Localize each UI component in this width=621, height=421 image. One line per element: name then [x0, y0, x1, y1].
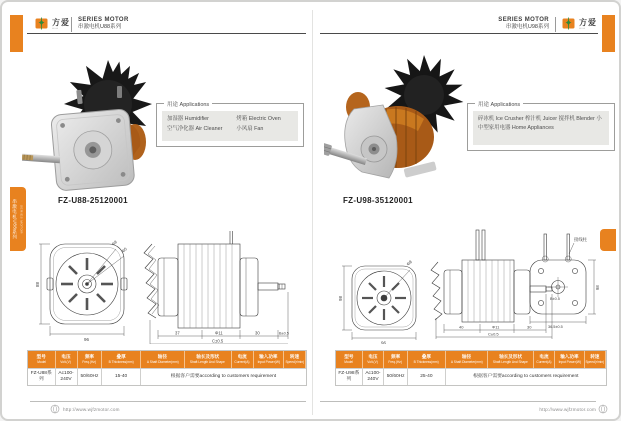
- th-freq: [384, 351, 408, 368]
- right-header-rule: [320, 33, 598, 34]
- th-model-en: Model: [36, 360, 46, 365]
- center-page-divider: [312, 10, 313, 415]
- cell-model: FZ-U88系列: [28, 368, 56, 385]
- th-thickness-zh: 叠厚: [116, 354, 126, 360]
- cell-thickness: 15-40: [102, 368, 141, 385]
- th-speed: [284, 351, 306, 368]
- right-model-number: FZ-U98-35120001: [343, 196, 413, 205]
- right-applications-box: [467, 103, 615, 151]
- left-header-rule: [27, 33, 306, 34]
- right-header-divider: [555, 17, 556, 32]
- application-text: 碎冰机 Ice Crusher 榨汁机 Juicer 搅拌机 Blender 小中型家用电器 Home Appliances: [478, 116, 602, 131]
- th-speed-zh: 转速: [289, 354, 300, 360]
- left-footer-rule: [30, 401, 306, 402]
- th-shaft-dia: [446, 351, 489, 368]
- th-current-en: Current(A): [234, 360, 250, 365]
- th-freq-en: Freq.(Hz): [82, 360, 97, 365]
- th-shaft-len-zh: 轴长及形状: [196, 354, 220, 360]
- left-series-subtitle: 串激电机U88系列: [78, 24, 122, 30]
- th-current: [232, 351, 254, 368]
- dim-front-width: 96: [381, 340, 387, 344]
- application-item: 小风扇 Fan: [236, 126, 264, 132]
- right-footer-url[interactable]: http://www.wjfzmotor.com: [539, 407, 596, 412]
- th-thickness: [102, 351, 141, 368]
- th-thickness-en: B Thickness(mm): [413, 360, 439, 365]
- left-header-divider: [71, 17, 72, 32]
- th-shaft-dia-zh: 轴径: [461, 354, 472, 360]
- left-model-number: FZ-U88-25120001: [58, 196, 128, 205]
- brand-wordmark-text: 方爱: [579, 18, 597, 27]
- left-header-accent-bar: [10, 15, 23, 52]
- th-freq: [78, 351, 103, 368]
- th-current-zh: 电流: [539, 354, 549, 360]
- right-header-titles: [422, 17, 549, 31]
- brand-wordmark-underline: ▪▪▪▪▪: [52, 27, 59, 30]
- dim-front-dia1: Φ8: [405, 259, 413, 267]
- left-applications-panel: [162, 111, 298, 141]
- left-applications-box: [156, 103, 304, 147]
- dim-front-dia1: Φ8: [110, 239, 118, 247]
- th-thickness: [408, 351, 445, 368]
- right-header-accent-bar: [602, 15, 615, 52]
- th-power: [555, 351, 584, 368]
- brand-wordmark-text: 方爱: [52, 18, 70, 27]
- th-thickness-zh: 叠厚: [421, 354, 431, 360]
- th-speed: [585, 351, 606, 368]
- th-freq-en: Freq.(Hz): [388, 360, 403, 365]
- right-front-view-drawing: [338, 259, 416, 344]
- th-shaft-dia-zh: 轴径: [157, 354, 167, 360]
- th-volt: [363, 351, 384, 368]
- tie-bolt: [117, 86, 122, 98]
- right-applications-panel: [473, 111, 609, 145]
- th-speed-en: Speed(r/min): [585, 360, 605, 365]
- th-power: [254, 351, 284, 368]
- dim-side-total: C±0.5: [488, 331, 499, 337]
- left-side-view-drawing: [144, 231, 289, 344]
- brand-wordmark-underline: ▪▪▪▪▪: [579, 27, 586, 30]
- cell-model: FZ-U98系列: [336, 368, 363, 385]
- cell-customer-note: 根据客户需要according to customers requirement: [446, 368, 606, 385]
- motor-front-plate: [51, 109, 135, 192]
- th-volt: [56, 351, 78, 368]
- dim-front-height: 88: [35, 281, 40, 287]
- dim-side-total: C±0.5: [212, 338, 224, 344]
- left-technical-drawings: [30, 230, 292, 344]
- th-shaft-len-en: Shaft Length And Shape: [190, 360, 226, 365]
- left-applications-label: 用途 Applications: [164, 100, 212, 108]
- right-footer-rule: [320, 401, 596, 402]
- right-side-view-drawing: [431, 230, 560, 339]
- right-technical-drawings: [338, 226, 610, 344]
- cell-freq: 50/60Hz: [384, 368, 408, 385]
- terminal-annotation: 接线柱: [574, 237, 588, 242]
- right-motor-photo: [324, 49, 469, 197]
- dim-rear-height: 98: [595, 285, 600, 290]
- th-current-en: Current(A): [536, 360, 552, 365]
- cell-volt: Ac100-240V: [56, 368, 78, 385]
- th-shaft-dia: [141, 351, 185, 368]
- left-header-titles: [78, 17, 129, 31]
- th-thickness-en: B Thickness(mm): [108, 360, 134, 365]
- th-shaft-len-zh: 轴长及形状: [499, 354, 523, 360]
- right-applications-label: 用途 Applications: [475, 100, 523, 108]
- th-power-zh: 输入功率: [560, 354, 579, 360]
- application-item: 加湿器 Humidifier: [167, 116, 209, 122]
- th-current-zh: 电流: [237, 354, 247, 360]
- edge-tab-series-en: SERIES MOTOR: [19, 204, 24, 234]
- footer-logo-icon: [50, 404, 60, 414]
- th-model-zh: 型号: [344, 354, 354, 360]
- dim-side-seg2: Φ11: [215, 330, 223, 336]
- application-item: 空气净化器 Air Cleaner: [167, 126, 223, 132]
- brand-logo-icon: [35, 17, 48, 30]
- th-freq-zh: 频率: [84, 354, 95, 360]
- dim-side-seg3: 30: [255, 330, 260, 336]
- th-freq-zh: 频率: [391, 354, 401, 360]
- th-current: [534, 351, 555, 368]
- th-speed-zh: 转速: [590, 354, 600, 360]
- th-shaft-dia-en: A Shaft Diameter(mm): [146, 360, 179, 365]
- th-volt-en: Volt.(V): [60, 360, 72, 365]
- th-model-en: Model: [344, 360, 354, 365]
- dim-rear-width: 36.5±0.5: [548, 325, 563, 329]
- th-model: [28, 351, 56, 368]
- th-speed-en: Speed(r/min): [285, 360, 304, 365]
- dim-shaft-label: B±0.5: [550, 297, 560, 301]
- left-footer-url[interactable]: http://www.wjfzmotor.com: [63, 407, 120, 412]
- dim-side-seg2: Φ11: [492, 324, 500, 330]
- left-series-title: SERIES MOTOR: [78, 17, 129, 23]
- footer-logo-icon: [598, 404, 608, 414]
- brand-wordmark: [579, 18, 597, 30]
- dim-front-dia2: Φ5: [120, 246, 128, 254]
- th-model: [336, 351, 363, 368]
- dim-front-height: 98: [338, 295, 343, 301]
- left-edge-series-tab[interactable]: [10, 187, 26, 251]
- cell-freq: 50/60Hz: [78, 368, 103, 385]
- th-power-en: Input Power(W): [558, 360, 581, 365]
- right-rear-view-drawing: [530, 234, 600, 329]
- th-shaft-dia-en: A Shaft Diameter(mm): [450, 360, 483, 365]
- edge-tab-series-zh: 串激电机U88系列: [12, 198, 18, 240]
- cell-thickness: 25-40: [408, 368, 445, 385]
- th-volt-zh: 电压: [61, 354, 71, 360]
- dim-side-seg4: B±0.5: [279, 331, 289, 336]
- left-front-view-drawing: [35, 239, 129, 342]
- th-volt-zh: 电压: [368, 354, 378, 360]
- application-item: 烤箱 Electric Oven: [236, 116, 281, 122]
- left-motor-photo: [22, 52, 162, 192]
- brand-logo-icon: [562, 17, 575, 30]
- dim-side-seg3: 30: [527, 324, 532, 330]
- right-spec-table: [335, 350, 607, 386]
- cell-customer-note: 根据客户需要according to customers requirement: [141, 368, 306, 385]
- brand-wordmark: [52, 18, 70, 30]
- th-power-en: Input Power(W): [257, 360, 280, 365]
- right-series-title: SERIES MOTOR: [498, 17, 549, 23]
- th-shaft-len: [185, 351, 232, 368]
- dim-side-seg1: 40: [459, 324, 464, 330]
- th-power-zh: 输入功率: [259, 354, 278, 360]
- th-shaft-len-en: Shaft Length And Shape: [493, 360, 529, 365]
- right-edge-series-tab[interactable]: [600, 229, 616, 251]
- th-volt-en: Volt.(V): [367, 360, 379, 365]
- cell-volt: Ac100-240V: [363, 368, 384, 385]
- dim-front-width: 96: [84, 337, 90, 342]
- left-spec-table: [27, 350, 307, 386]
- th-model-zh: 型号: [36, 354, 46, 360]
- th-shaft-len: [488, 351, 533, 368]
- right-series-subtitle: 串激电机U98系列: [505, 24, 549, 30]
- dim-side-seg1: 37: [175, 330, 180, 336]
